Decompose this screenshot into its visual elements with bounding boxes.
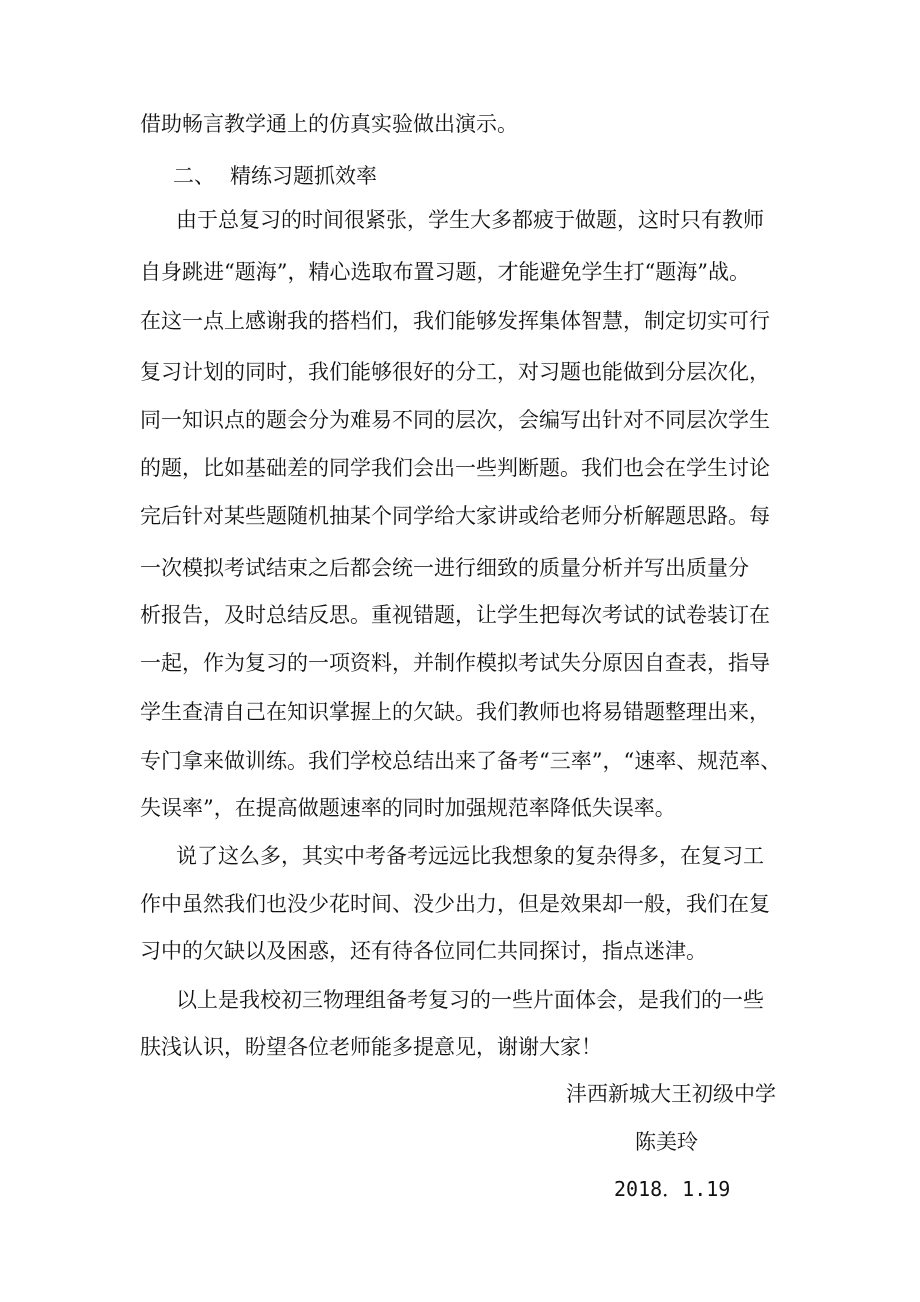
paragraph-line: 的题，比如基础差的同学我们会出一些判断题。我们也会在学生讨论 (140, 456, 770, 480)
intro-continuation-line: 借助畅言教学通上的仿真实验做出演示。 (140, 112, 518, 136)
paragraph-line: 一起，作为复习的一项资料，并制作模拟考试失分原因自查表，指导 (140, 651, 770, 675)
signature-date: 2018．1.19 (614, 1177, 731, 1201)
paragraph-line: 复习计划的同时，我们能够很好的分工，对习题也能做到分层次化， (140, 360, 770, 384)
paragraph-line: 学生查清自己在知识掌握上的欠缺。我们教师也将易错题整理出来， (140, 700, 770, 724)
paragraph-line: 完后针对某些题随机抽某个同学给大家讲或给老师分析解题思路。每 (140, 504, 770, 528)
paragraph-line: 失误率”，在提高做题速率的同时加强规范率降低失误率。 (140, 796, 676, 820)
paragraph-line: 作中虽然我们也没少花时间、没少出力，但是效果却一般，我们在复 (140, 892, 770, 916)
section-number: 二、 (173, 164, 215, 188)
paragraph-line: 说了这么多，其实中考备考远远比我想象的复杂得多，在复习工 (176, 844, 764, 868)
paragraph-line: 以上是我校初三物理组备考复习的一些片面体会，是我们的一些 (176, 988, 764, 1012)
paragraph-line: 专门拿来做训练。我们学校总结出来了备考“三率”，“速率、规范率、 (140, 749, 782, 773)
paragraph-line: 肤浅认识，盼望各位老师能多提意见，谢谢大家！ (140, 1035, 602, 1059)
signature-author: 陈美玲 (635, 1130, 698, 1154)
paragraph-line: 同一知识点的题会分为难易不同的层次，会编写出针对不同层次学生 (140, 408, 770, 432)
signature-school: 沣西新城大王初级中学 (566, 1082, 776, 1106)
paragraph-line: 一次模拟考试结束之后都会统一进行细致的质量分析并写出质量分 (140, 556, 749, 580)
paragraph-line: 在这一点上感谢我的搭档们，我们能够发挥集体智慧，制定切实可行 (140, 309, 770, 333)
paragraph-line: 习中的欠缺以及困惑，还有待各位同仁共同探讨，指点迷津。 (140, 939, 707, 963)
paragraph-line: 析报告，及时总结反思。重视错题，让学生把每次考试的试卷装订在 (140, 603, 770, 627)
section-title: 精练习题抓效率 (230, 164, 377, 188)
paragraph-line: 由于总复习的时间很紧张，学生大多都疲于做题，这时只有教师 (176, 208, 764, 232)
paragraph-line: 自身跳进“题海”，精心选取布置习题，才能避免学生打“题海”战。 (140, 260, 750, 284)
